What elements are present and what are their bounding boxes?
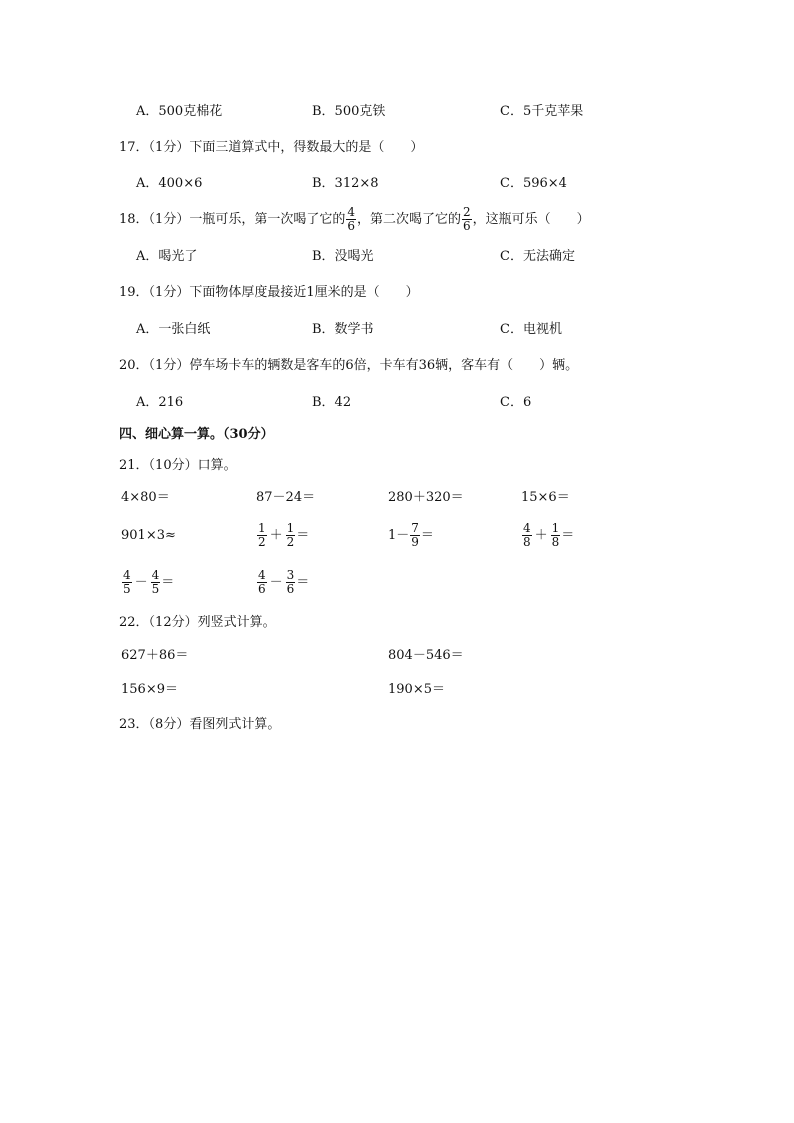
- fraction-numerator: 2: [462, 205, 471, 219]
- q21-item-3: 280＋320＝: [388, 490, 464, 505]
- q20-stem: 20．（1分）停车场卡车的辆数是客车的6倍，卡车有36辆，客车有（ ）辆。: [119, 358, 579, 373]
- q23-stem: 23．（8分）看图列式计算。: [119, 717, 281, 732]
- q18-stem-part-a: 18．（1分）一瓶可乐，第一次喝了它的: [119, 212, 346, 227]
- fraction-numerator: 1: [258, 521, 266, 535]
- fraction-denominator: 2: [286, 535, 295, 549]
- operator: ＋: [269, 528, 283, 543]
- fraction-numerator: 4: [258, 568, 266, 582]
- fraction-numerator: 4: [347, 205, 355, 219]
- q18-fraction-2: [462, 206, 472, 233]
- equals-sign: ＝: [296, 575, 310, 590]
- q20-option-c: C．6: [500, 395, 532, 410]
- q21-item-10: [256, 567, 309, 599]
- q21-item-5: 901×3≈: [121, 528, 176, 543]
- q19-option-c: C．电视机: [500, 322, 562, 337]
- fraction: [257, 522, 267, 549]
- fraction: [551, 522, 561, 549]
- fraction: [122, 569, 132, 596]
- q17-option-b: B．312×8: [312, 176, 379, 191]
- q16-option-c: C．5千克苹果: [500, 104, 584, 119]
- fraction-denominator: 5: [123, 582, 131, 596]
- operator: ＋: [534, 528, 548, 543]
- fraction-denominator: 8: [551, 535, 560, 549]
- q18-option-b: B．没喝光: [312, 249, 374, 264]
- expression-lead: 1－: [388, 528, 410, 543]
- q18-stem-part-b: ，第二次喝了它的: [356, 212, 461, 227]
- q16-option-b: B．500克铁: [312, 104, 386, 119]
- q22-item-4: 190×5＝: [388, 682, 445, 697]
- fraction: [286, 522, 296, 549]
- q21-item-9: [121, 567, 174, 599]
- q21-item-6: [256, 520, 309, 552]
- q21-stem: 21．（10分）口算。: [119, 458, 237, 473]
- fraction-numerator: 4: [123, 568, 131, 582]
- q22-item-1: 627＋86＝: [121, 648, 189, 663]
- fraction-numerator: 7: [411, 521, 419, 535]
- fraction: [522, 522, 532, 549]
- section-heading: 四、细心算一算。（30分）: [119, 427, 274, 442]
- q21-item-8: [521, 520, 574, 552]
- q17-option-c: C．596×4: [500, 176, 567, 191]
- fraction-denominator: 6: [347, 219, 355, 233]
- equals-sign: ＝: [561, 528, 575, 543]
- q20-option-a: A．216: [136, 395, 184, 410]
- q19-stem: 19．（1分）下面物体厚度最接近1厘米的是（ ）: [119, 285, 419, 300]
- fraction-numerator: 4: [151, 568, 160, 582]
- q16-option-a: A．500克棉花: [136, 104, 223, 119]
- fraction: [151, 569, 161, 596]
- fraction-numerator: 4: [523, 521, 531, 535]
- q18-option-a: A．喝光了: [136, 249, 198, 264]
- fraction: [410, 522, 420, 549]
- q22-stem: 22．（12分）列竖式计算。: [119, 615, 276, 630]
- q17-stem: 17．（1分）下面三道算式中，得数最大的是（ ）: [119, 140, 424, 155]
- q21-item-2: 87－24＝: [256, 490, 316, 505]
- fraction-numerator: 1: [551, 521, 560, 535]
- fraction: [257, 569, 267, 596]
- fraction-denominator: 5: [151, 582, 160, 596]
- fraction-denominator: 6: [258, 582, 266, 596]
- fraction-denominator: 2: [258, 535, 266, 549]
- q22-item-3: 156×9＝: [121, 682, 178, 697]
- fraction-denominator: 6: [286, 582, 295, 596]
- q19-option-b: B．数学书: [312, 322, 374, 337]
- q19-option-a: A．一张白纸: [136, 322, 211, 337]
- q21-item-1: 4×80＝: [121, 490, 170, 505]
- fraction-numerator: 1: [286, 521, 295, 535]
- q18-stem: [119, 204, 590, 236]
- q21-item-4: 15×6＝: [521, 490, 570, 505]
- fraction-numerator: 3: [286, 568, 295, 582]
- equals-sign: ＝: [420, 528, 434, 543]
- fraction-denominator: 6: [462, 219, 471, 233]
- q21-item-7: [388, 520, 434, 552]
- q20-option-b: B．42: [312, 395, 352, 410]
- q18-fraction-1: [346, 206, 356, 233]
- fraction: [286, 569, 296, 596]
- equals-sign: ＝: [296, 528, 310, 543]
- operator: －: [134, 575, 148, 590]
- q18-stem-part-c: ，这瓶可乐（ ）: [472, 212, 590, 227]
- operator: －: [269, 575, 283, 590]
- equals-sign: ＝: [161, 575, 175, 590]
- q17-option-a: A．400×6: [136, 176, 203, 191]
- fraction-denominator: 9: [411, 535, 419, 549]
- fraction-denominator: 8: [523, 535, 531, 549]
- q18-option-c: C．无法确定: [500, 249, 575, 264]
- q22-item-2: 804－546＝: [388, 648, 464, 663]
